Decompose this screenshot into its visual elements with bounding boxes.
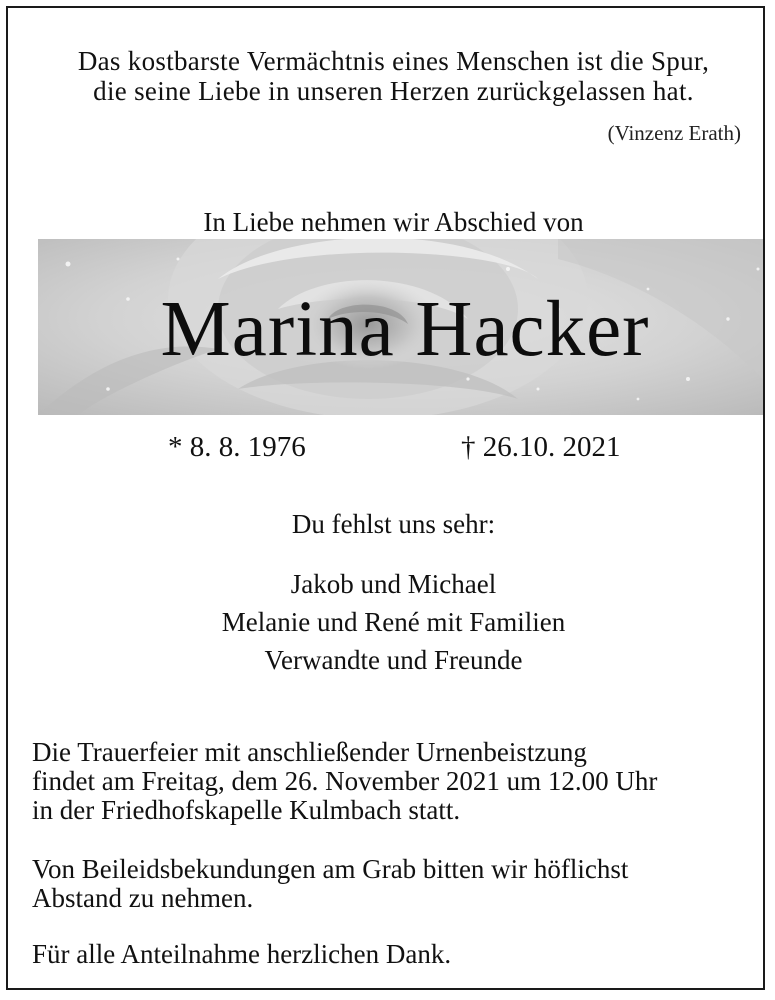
mourners-list [8, 565, 765, 679]
farewell-intro: In Liebe nehmen wir Abschied von [203, 207, 584, 237]
rose-banner [38, 239, 765, 415]
mourner-line: Jakob und Michael [290, 569, 497, 599]
paragraph-line: in der Friedhofskapelle Kulmbach statt. [32, 795, 461, 825]
thanks-paragraph [32, 940, 762, 969]
paragraph-line: findet am Freitag, dem 26. November 2021 um 12.00 Uhr [32, 766, 658, 796]
mourner-line: Melanie und René mit Familien [221, 607, 566, 637]
paragraph-line: Die Trauerfeier mit anschließender Urnenbeistzung [32, 737, 587, 767]
paragraph-line: Abstand zu nehmen. [32, 883, 254, 913]
memorial-quote [8, 46, 765, 106]
quote-author: (Vinzenz Erath) [607, 121, 741, 145]
condolences-paragraph [32, 855, 762, 913]
paragraph-line: Für alle Anteilnahme herzlichen Dank. [32, 939, 452, 969]
obituary-notice [6, 6, 765, 990]
mourner-line: Verwandte und Freunde [264, 645, 523, 675]
quote-line: Das kostbarste Vermächtnis eines Menschen ist die Spur, [77, 46, 710, 76]
quote-line: die seine Liebe in unseren Herzen zurückgelassen hat. [93, 76, 694, 106]
death-date: † 26.10. 2021 [461, 431, 621, 463]
deceased-name: Marina Hacker [160, 286, 650, 373]
ceremony-paragraph [32, 738, 762, 825]
miss-line: Du fehlst uns sehr: [291, 509, 496, 539]
paragraph-line: Von Beileidsbekundungen am Grab bitten wir höflichst [32, 854, 629, 884]
birth-date: * 8. 8. 1976 [168, 431, 306, 463]
